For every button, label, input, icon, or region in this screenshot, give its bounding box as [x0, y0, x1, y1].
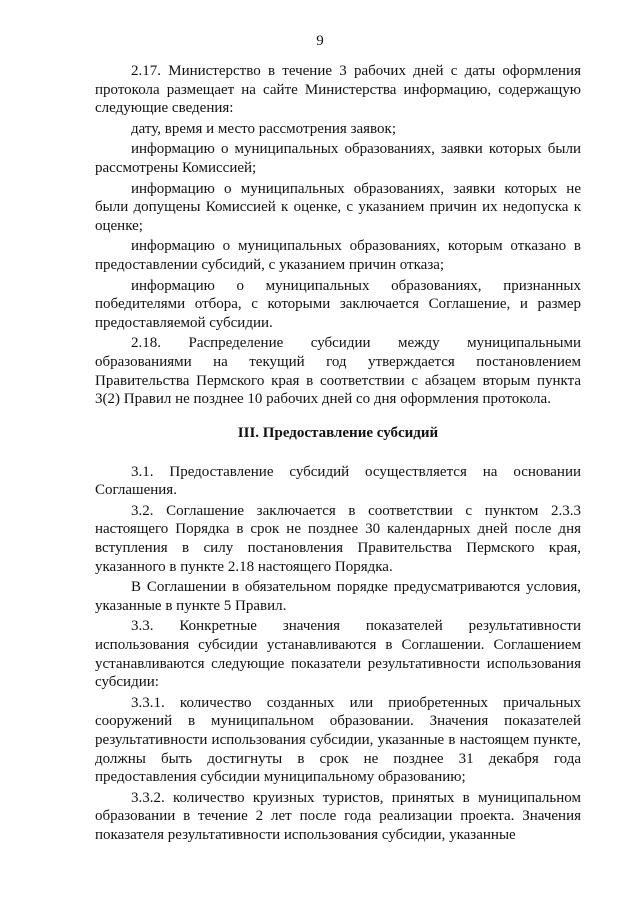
paragraph-3-1: 3.1. Предоставление субсидий осуществляется на основании Соглашения. [95, 463, 581, 499]
paragraph-3-3: 3.3. Конкретные значения показателей результативности использования субсидии устанавливаются в Соглашении. Соглашением устанавливаются следующие показатели результативности использования субсидии: [95, 618, 581, 691]
section-heading: III. Предоставление субсидий [237, 424, 439, 441]
paragraph-3-3-1: 3.3.1. количество созданных или приобретенных причальных сооружений в муниципальном образовании. Значения показателей результативности использования субсидии, указанные в настоящем пункте, должны быть достигнуты в срок не позднее 31 декабря года предоставления субсидии муниципальному образованию; [95, 694, 581, 786]
paragraph-agreement-conditions: В Соглашении в обязательном порядке предусматриваются условия, указанные в пункте 5 Правил. [95, 579, 581, 614]
paragraph-reviewed-applications: информацию о муниципальных образованиях, заявки которых были рассмотрены Комиссией; [95, 141, 581, 176]
paragraph-3-2: 3.2. Соглашение заключается в соответствии с пунктом 2.3.3 настоящего Порядка в срок не позднее 30 календарных дней после дня вступления в силу постановления Правительства Пермского края, указанного в пункте 2.18 настоящего Порядка. [95, 502, 581, 575]
paragraph-refused: информацию о муниципальных образованиях, которым отказано в предоставлении субсидий, с указанием причин отказа; [95, 238, 581, 273]
paragraph-review-date: дату, время и место рассмотрения заявок; [131, 120, 396, 137]
document-body [95, 62, 581, 845]
paragraph-not-admitted: информацию о муниципальных образованиях, заявки которых не были допущены Комиссией к оценке, с указанием причин их недопуска к оценке; [95, 180, 581, 234]
paragraph-2-17: 2.17. Министерство в течение 3 рабочих дней с даты оформления протокола размещает на сайте Министерства информацию, содержащую следующие сведения: [95, 63, 581, 117]
paragraph-2-18: 2.18. Распределение субсидии между муниципальными образованиями на текущий год утверждается постановлением Правительства Пермского края в соответствии с абзацем вторым пункта 3(2) Правил не позднее 10 рабочих дней со дня оформления протокола. [95, 335, 581, 408]
paragraph-winners: информацию о муниципальных образованиях, признанных победителями отбора, с которыми заключается Соглашение, и размер предоставляемой субсидии. [95, 277, 581, 331]
page-number: 9 [316, 33, 324, 49]
paragraph-3-3-2: 3.3.2. количество круизных туристов, принятых в муниципальном образовании в течение 2 лет после года реализации проекта. Значения показателя результативности использования субсидии, указанные [95, 789, 581, 843]
